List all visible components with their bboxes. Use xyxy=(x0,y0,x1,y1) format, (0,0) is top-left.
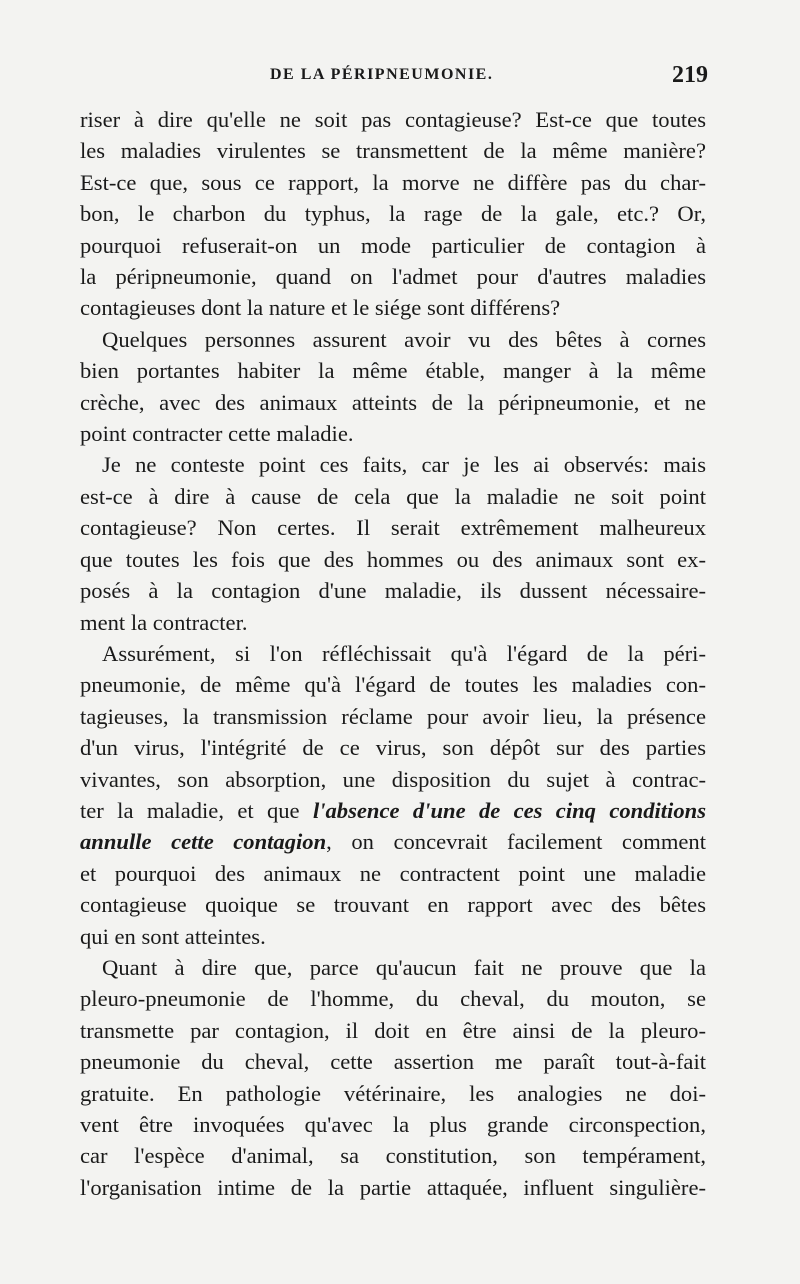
text-line: bien portantes habiter la même étable, manger à la même xyxy=(80,358,706,384)
text-line: Quant à dire que, parce qu'aucun fait ne prouve que la xyxy=(102,954,706,980)
text-line: tagieuses, la transmission réclame pour avoir lieu, la présence xyxy=(80,703,706,729)
text-line: riser à dire qu'elle ne soit pas contagieuse? Est-ce que toutes xyxy=(80,107,706,132)
text-line: vent être invoquées qu'avec la plus grande circonspection, xyxy=(80,1112,706,1137)
text-line: bon, le charbon du typhus, la rage de la gale, etc.? Or, xyxy=(80,201,706,227)
text-line: l'organisation intime de la partie attaquée, influent singulière- xyxy=(80,1174,706,1200)
text-line: Assurément, si l'on réfléchissait qu'à l'égard de la péri- xyxy=(102,640,706,666)
text-line: les maladies virulentes se transmettent de la même manière? xyxy=(80,138,706,164)
text-line: pourquoi refuserait-on un mode particulier de contagion à xyxy=(80,232,706,258)
paragraph-continuation xyxy=(80,104,706,324)
text-line: vivantes, son absorption, une disposition du sujet à contrac- xyxy=(80,766,706,792)
text-line-with-emphasis xyxy=(80,795,706,826)
text-line: contagieuse? Non certes. Il serait extrêmement malheureux xyxy=(80,515,706,541)
text-line: d'un virus, l'intégrité de ce virus, son dépôt sur des parties xyxy=(80,735,706,761)
paragraph xyxy=(80,449,706,637)
text-line: pneumonie du cheval, cette assertion me paraît tout-à-fait xyxy=(80,1049,706,1075)
paragraph xyxy=(80,638,706,952)
text-line: Quelques personnes assurent avoir vu des bêtes à cornes xyxy=(102,326,706,352)
paragraph xyxy=(80,952,706,1203)
emphasized-text: annulle cette contagion xyxy=(80,829,327,855)
running-title: DE LA PÉRIPNEUMONIE. xyxy=(270,66,494,83)
text-line: la péripneumonie, quand on l'admet pour d'autres maladies xyxy=(80,264,706,290)
text-line: posés à la contagion d'une maladie, ils dussent nécessaire- xyxy=(80,578,706,604)
text-run: , on concevrait facilement comment xyxy=(326,829,706,855)
text-line: pleuro-pneumonie de l'homme, du cheval, du mouton, se xyxy=(80,986,706,1012)
text-line: pneumonie, de même qu'à l'égard de toutes les maladies con- xyxy=(80,672,706,698)
text-line: que toutes les fois que des hommes ou des animaux sont ex- xyxy=(80,546,706,572)
text-line: point contracter cette maladie. xyxy=(80,421,354,447)
emphasized-text: l'absence d'une de ces cinq conditions xyxy=(312,797,706,823)
paragraph xyxy=(80,324,706,450)
text-line: Je ne conteste point ces faits, car je les ai observés: mais xyxy=(102,452,706,478)
text-line-with-emphasis xyxy=(80,826,706,857)
text-line: gratuite. En pathologie vétérinaire, les analogies ne doi- xyxy=(80,1080,706,1106)
text-run: ter la maladie, et que xyxy=(80,797,313,823)
text-line: est-ce à dire à cause de cela que la maladie ne soit point xyxy=(80,483,706,509)
text-line: contagieuse quoique se trouvant en rapport avec des bêtes xyxy=(80,892,706,918)
text-line: crèche, avec des animaux atteints de la péripneumonie, et ne xyxy=(80,389,706,415)
text-line: transmette par contagion, il doit en être ainsi de la pleuro- xyxy=(80,1017,706,1043)
page-number: 219 xyxy=(672,62,708,88)
page-header xyxy=(80,62,708,98)
text-line: qui en sont atteintes. xyxy=(80,923,266,949)
text-line: ment la contracter. xyxy=(80,609,248,635)
text-line: car l'espèce d'animal, sa constitution, son tempérament, xyxy=(80,1143,706,1169)
page-body xyxy=(80,104,706,1203)
text-line: et pourquoi des animaux ne contractent point une maladie xyxy=(80,860,706,886)
text-line: Est-ce que, sous ce rapport, la morve ne diffère pas du char- xyxy=(80,169,706,195)
text-line: contagieuses dont la nature et le siége sont différens? xyxy=(80,295,561,321)
